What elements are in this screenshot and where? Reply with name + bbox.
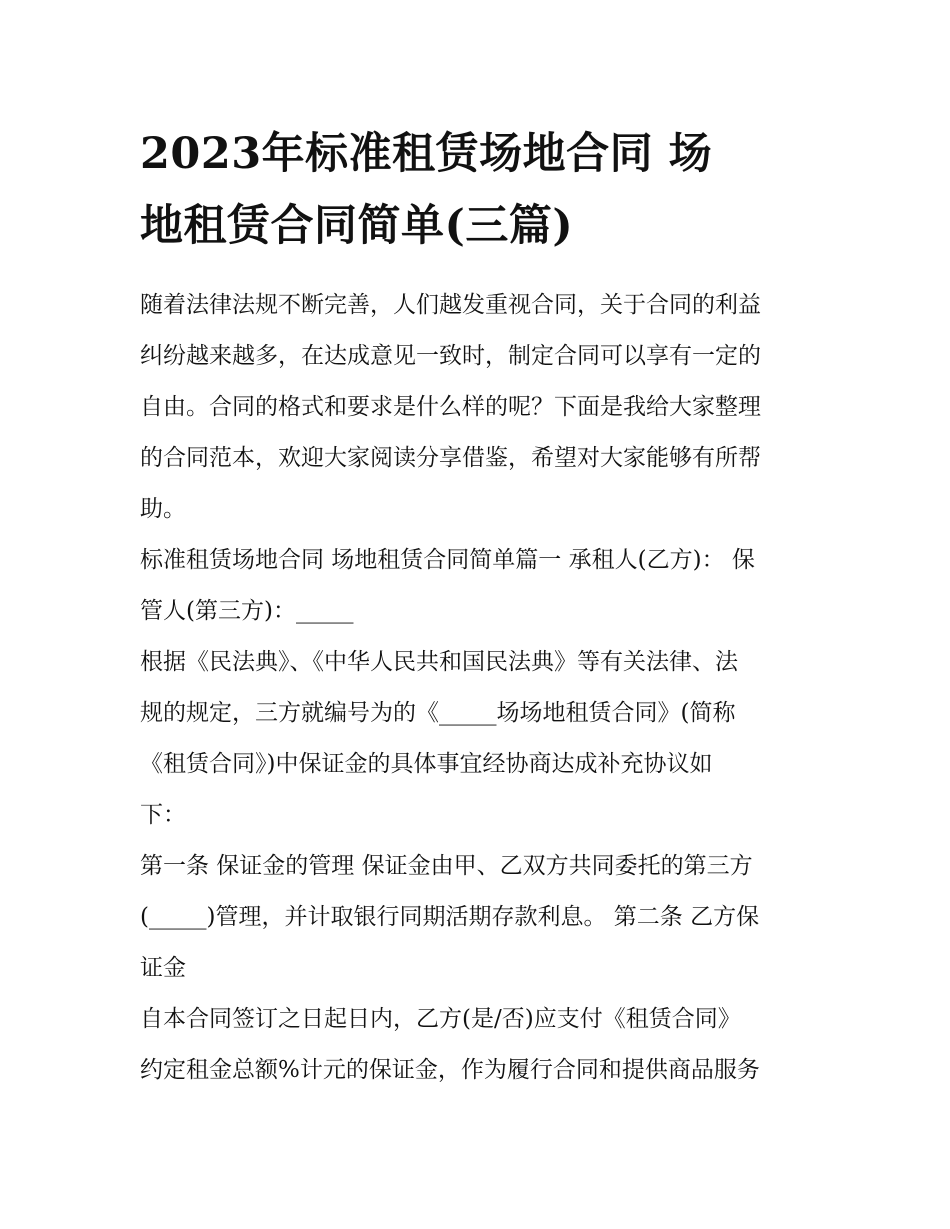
paragraph-line: 第一条 保证金的管理 保证金由甲、乙双方共同委托的第三方 xyxy=(140,853,753,879)
paragraph-line: 约定租金总额%计元的保证金，作为履行合同和提供商品服务 xyxy=(140,1057,760,1083)
paragraph-line: 自本合同签订之日起日内，乙方(是/否)应支付《租赁合同》 xyxy=(140,1006,741,1032)
paragraph-line: 《租赁合同》)中保证金的具体事宜经协商达成补充协议如 xyxy=(140,751,713,777)
paragraph-line: 证金 xyxy=(140,955,186,981)
paragraph-line: 标准租赁场地合同 场地租赁合同简单篇一 承租人(乙方)： 保 xyxy=(140,547,755,573)
paragraph-line: 自由。合同的格式和要求是什么样的呢？下面是我给大家整理 xyxy=(140,394,761,420)
title-line-2: 地租赁合同简单(三篇) xyxy=(140,201,574,251)
paragraph-legal-basis xyxy=(140,637,812,841)
paragraph-article-one xyxy=(140,841,812,994)
paragraph-parties xyxy=(140,535,812,637)
paragraph-deposit-terms xyxy=(140,994,812,1096)
document-content xyxy=(140,118,812,1096)
paragraph-line: 随着法律法规不断完善，人们越发重视合同，关于合同的利益 xyxy=(140,292,761,318)
paragraph-line: (_____)管理，并计取银行同期活期存款利息。 第二条 乙方保 xyxy=(140,904,760,930)
paragraph-intro xyxy=(140,280,812,535)
paragraph-line: 纠纷越来越多，在达成意见一致时，制定合同可以享有一定的 xyxy=(140,343,761,369)
document-body xyxy=(140,280,812,1096)
document-title xyxy=(140,118,812,262)
paragraph-line: 下： xyxy=(140,802,186,828)
paragraph-line: 的合同范本，欢迎大家阅读分享借鉴，希望对大家能够有所帮 xyxy=(140,445,761,471)
paragraph-line: 助。 xyxy=(140,496,186,522)
paragraph-line: 管人(第三方)：_____ xyxy=(140,598,354,624)
paragraph-line: 根据《民法典》、《中华人民共和国民法典》等有关法律、法 xyxy=(140,649,738,675)
title-line-1: 2023年标准租赁场地合同 场 xyxy=(140,129,713,179)
paragraph-line: 规的规定，三方就编号为的《_____场场地租赁合同》(简称 xyxy=(140,700,736,726)
